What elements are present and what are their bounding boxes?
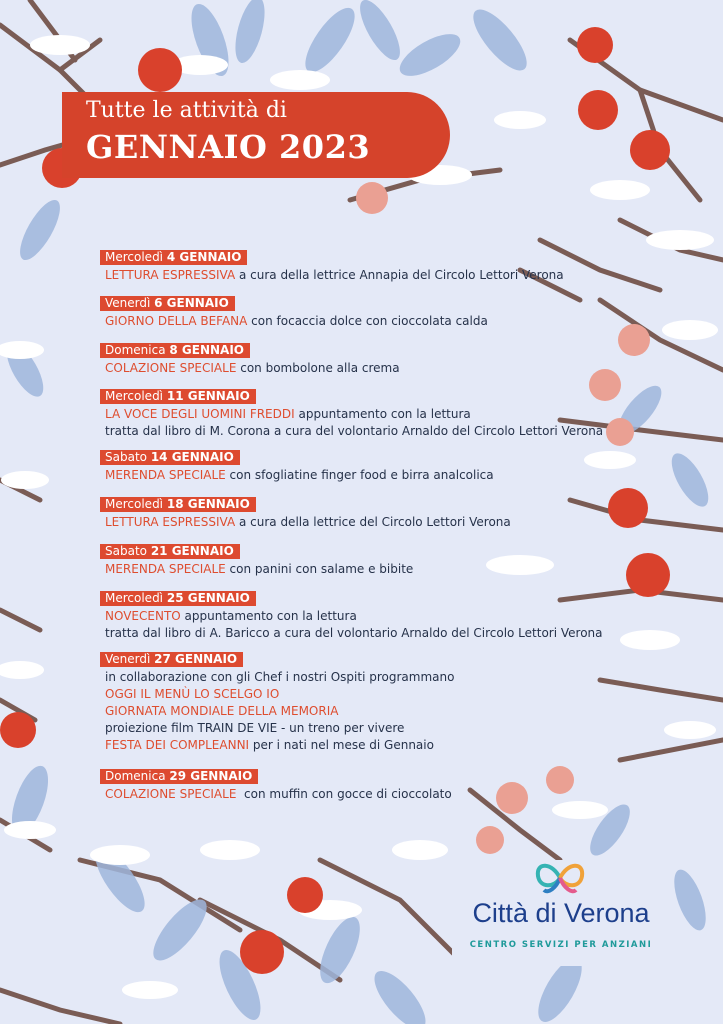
event-description: tratta dal libro di A. Baricco a cura del volontario Arnaldo del Circolo Lettori Verona bbox=[105, 626, 603, 640]
event-date-tag bbox=[100, 497, 256, 512]
event-date: 14 GENNAIO bbox=[150, 450, 234, 464]
event-date: 29 GENNAIO bbox=[169, 769, 253, 783]
logo-tagline: CENTRO SERVIZI PER ANZIANI bbox=[469, 940, 653, 950]
event-item bbox=[100, 648, 454, 754]
event-description: per i nati nel mese di Gennaio bbox=[249, 738, 434, 752]
event-description: appuntamento con la lettura bbox=[294, 407, 471, 421]
event-activity-title: MERENDA SPECIALE bbox=[105, 562, 226, 576]
event-line bbox=[100, 686, 454, 703]
event-description: con muffin con gocce di cioccolato bbox=[236, 787, 452, 801]
event-activity-title: COLAZIONE SPECIALE bbox=[105, 361, 237, 375]
event-line bbox=[100, 313, 488, 330]
event-item bbox=[100, 587, 603, 642]
event-day: Domenica bbox=[105, 343, 166, 357]
butterfly-logo-icon bbox=[530, 858, 590, 898]
event-date-tag bbox=[100, 544, 240, 559]
event-date: 18 GENNAIO bbox=[166, 497, 250, 511]
event-day: Mercoledì bbox=[105, 591, 164, 605]
event-line bbox=[100, 267, 564, 284]
event-line bbox=[100, 467, 494, 484]
event-description: tratta dal libro di M. Corona a cura del volontario Arnaldo del Circolo Lettori Verona bbox=[105, 424, 604, 438]
event-date: 11 GENNAIO bbox=[166, 389, 250, 403]
event-description: con panini con salame e bibite bbox=[225, 562, 414, 576]
event-date: 8 GENNAIO bbox=[169, 343, 244, 357]
event-activity-title: LETTURA ESPRESSIVA bbox=[105, 268, 236, 282]
event-day: Sabato bbox=[105, 544, 147, 558]
event-date: 4 GENNAIO bbox=[166, 250, 242, 264]
event-item bbox=[100, 292, 488, 330]
event-line bbox=[100, 625, 603, 642]
event-description: a cura della lettrice Annapia del Circolo Lettori Verona bbox=[235, 268, 564, 282]
event-activity-title: GIORNATA MONDIALE DELLA MEMORIA bbox=[105, 704, 339, 718]
event-activity-title: NOVECENTO bbox=[105, 609, 181, 623]
event-item bbox=[100, 446, 494, 484]
event-date-tag bbox=[100, 250, 247, 265]
event-day: Domenica bbox=[105, 769, 166, 783]
event-description: con bombolone alla crema bbox=[236, 361, 400, 375]
event-day: Mercoledì bbox=[105, 250, 164, 264]
event-line bbox=[100, 720, 454, 737]
event-line bbox=[100, 737, 454, 754]
event-description: appuntamento con la lettura bbox=[180, 609, 357, 623]
event-description: in collaborazione con gli Chef i nostri Ospiti programmano bbox=[105, 670, 455, 684]
event-date-tag bbox=[100, 296, 235, 311]
event-line bbox=[100, 423, 603, 440]
event-item bbox=[100, 493, 511, 531]
event-item bbox=[100, 385, 603, 440]
event-day: Venerdì bbox=[105, 652, 151, 666]
event-item bbox=[100, 246, 564, 284]
event-description: proiezione film TRAIN DE VIE - un treno per vivere bbox=[105, 721, 405, 735]
event-date: 6 GENNAIO bbox=[154, 296, 229, 310]
event-line bbox=[100, 561, 413, 578]
event-activity-title: GIORNO DELLA BEFANA bbox=[105, 314, 248, 328]
page-title: GENNAIO 2023 bbox=[86, 128, 371, 166]
event-activity-title: LA VOCE DEGLI UOMINI FREDDI bbox=[105, 407, 295, 421]
event-activity-title: FESTA DEI COMPLEANNI bbox=[105, 738, 250, 752]
event-line bbox=[100, 608, 603, 625]
event-day: Sabato bbox=[105, 450, 147, 464]
event-activity-title: OGGI IL MENÙ LO SCELGO IO bbox=[105, 687, 280, 701]
event-date-tag bbox=[100, 343, 250, 358]
event-description: a cura della lettrice del Circolo Lettori Verona bbox=[235, 515, 511, 529]
event-description: con sfogliatine finger food e birra analcolica bbox=[225, 468, 494, 482]
event-activity-title: COLAZIONE SPECIALE bbox=[105, 787, 237, 801]
title-subtitle: Tutte le attività di bbox=[86, 98, 287, 123]
logo-name: Città di Verona bbox=[472, 898, 650, 928]
event-date: 21 GENNAIO bbox=[150, 544, 234, 558]
event-item bbox=[100, 339, 400, 377]
event-description: con focaccia dolce con cioccolata calda bbox=[247, 314, 488, 328]
event-item bbox=[100, 540, 413, 578]
event-date-tag bbox=[100, 389, 256, 404]
event-item bbox=[100, 765, 452, 803]
event-date-tag bbox=[100, 769, 258, 784]
event-line bbox=[100, 703, 454, 720]
event-line bbox=[100, 360, 400, 377]
event-date: 27 GENNAIO bbox=[154, 652, 238, 666]
event-date-tag bbox=[100, 450, 240, 465]
event-line bbox=[100, 514, 511, 531]
event-activity-title: LETTURA ESPRESSIVA bbox=[105, 515, 236, 529]
event-day: Mercoledì bbox=[105, 389, 164, 403]
event-date-tag bbox=[100, 652, 243, 667]
event-day: Mercoledì bbox=[105, 497, 164, 511]
event-line bbox=[100, 406, 603, 423]
event-day: Venerdì bbox=[105, 296, 151, 310]
event-line bbox=[100, 786, 452, 803]
event-line bbox=[100, 669, 454, 686]
event-activity-title: MERENDA SPECIALE bbox=[105, 468, 226, 482]
event-date-tag bbox=[100, 591, 256, 606]
event-date: 25 GENNAIO bbox=[166, 591, 250, 605]
